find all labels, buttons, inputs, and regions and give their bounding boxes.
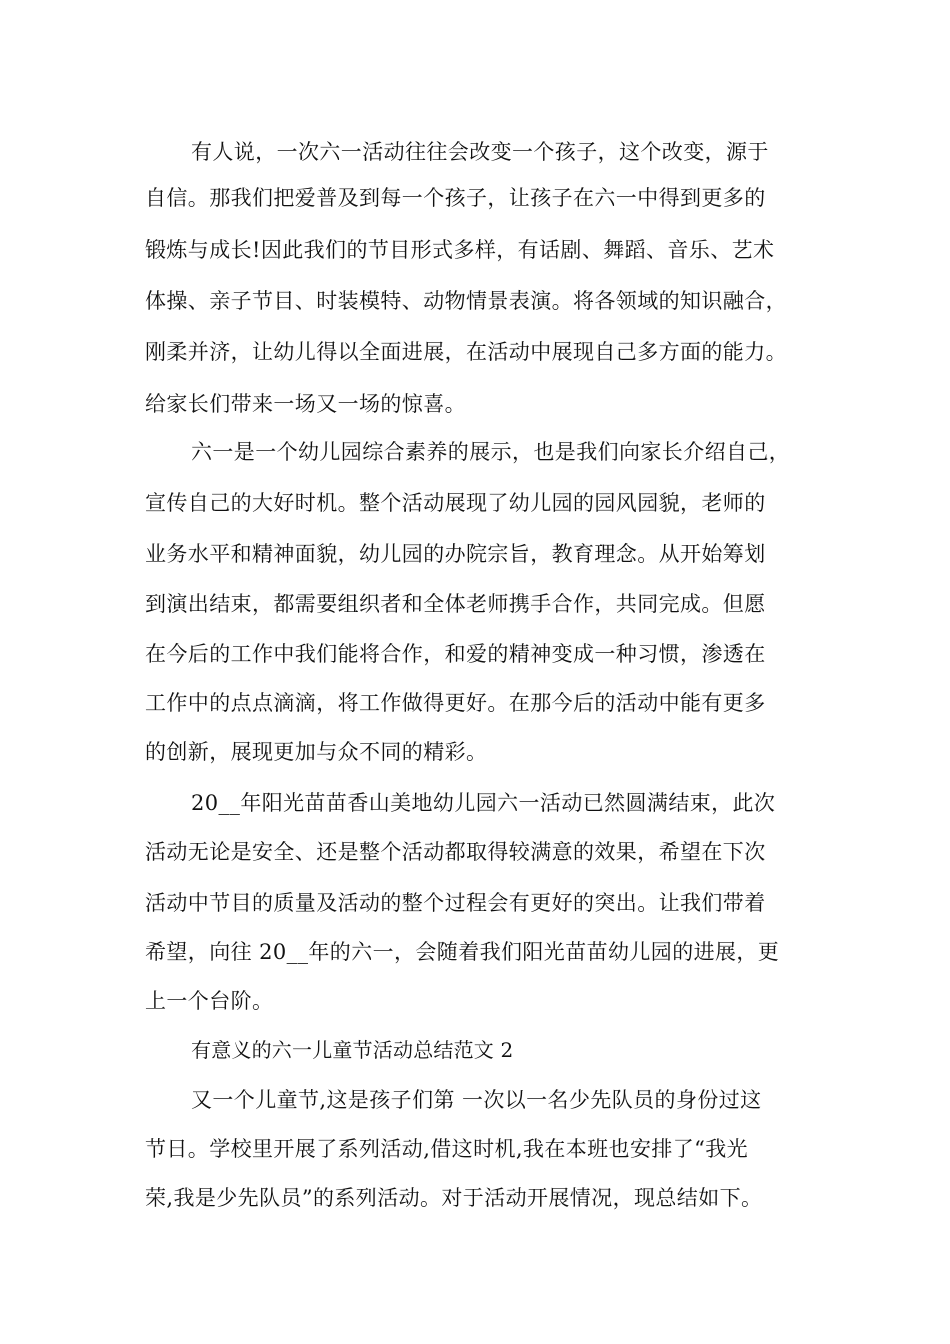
paragraph-line: 有人说，一次六一活动往往会改变一个孩子，这个改变，源于 bbox=[191, 140, 769, 164]
paragraph-line: 活动无论是安全、还是整个活动都取得较满意的效果，希望在下次 bbox=[145, 840, 766, 864]
paragraph-line: 锻炼与成长!因此我们的节目形式多样，有话剧、舞蹈、音乐、艺术 bbox=[145, 238, 775, 262]
paragraph-line: 荣,我是少先队员”的系列活动。对于活动开展情况，现总结如下。 bbox=[145, 1186, 763, 1210]
paragraph-line: 宣传自己的大好时机。整个活动展现了幼儿园的园风园貌，老师的 bbox=[145, 491, 766, 515]
paragraph-line: 节日。学校里开展了系列活动,借这时机,我在本班也安排了“我光 bbox=[145, 1137, 749, 1161]
paragraph-line: 体操、亲子节目、时装模特、动物情景表演。将各领域的知识融合， bbox=[145, 289, 787, 313]
heading-text: 有意义的六一儿童节活动总结范文 2 bbox=[191, 1038, 514, 1062]
paragraph-line: 的创新，展现更加与众不同的精彩。 bbox=[145, 740, 488, 764]
paragraph-line: 希望，向往 20__年的六一，会随着我们阳光苗苗幼儿园的进展，更 bbox=[145, 940, 780, 964]
paragraph-line: 业务水平和精神面貌，幼儿园的办院宗旨，教育理念。从开始筹划 bbox=[145, 542, 766, 566]
paragraph-line: 工作中的点点滴滴，将工作做得更好。在那今后的活动中能有更多 bbox=[145, 691, 766, 715]
paragraph-line: 刚柔并济，让幼儿得以全面进展，在活动中展现自己多方面的能力。 bbox=[145, 340, 787, 364]
paragraph-line: 20__年阳光苗苗香山美地幼儿园六一活动已然圆满结束，此次 bbox=[191, 791, 776, 815]
paragraph-line: 活动中节目的质量及活动的整个过程会有更好的突出。让我们带着 bbox=[145, 891, 766, 915]
paragraph-line: 给家长们带来一场又一场的惊喜。 bbox=[145, 392, 466, 416]
paragraph-line: 在今后的工作中我们能将合作，和爱的精神变成一种习惯，渗透在 bbox=[145, 642, 766, 666]
paragraph-line: 上一个台阶。 bbox=[145, 989, 274, 1013]
paragraph-line: 又一个儿童节,这是孩子们第 一次以一名少先队员的身份过这 bbox=[191, 1088, 762, 1112]
paragraph-line: 自信。那我们把爱普及到每一个孩子，让孩子在六一中得到更多的 bbox=[145, 186, 766, 210]
paragraph-line: 六一是一个幼儿园综合素养的展示，也是我们向家长介绍自己， bbox=[191, 440, 791, 464]
paragraph-line: 到演出结束，都需要组织者和全体老师携手合作，共同完成。但愿 bbox=[145, 592, 766, 616]
